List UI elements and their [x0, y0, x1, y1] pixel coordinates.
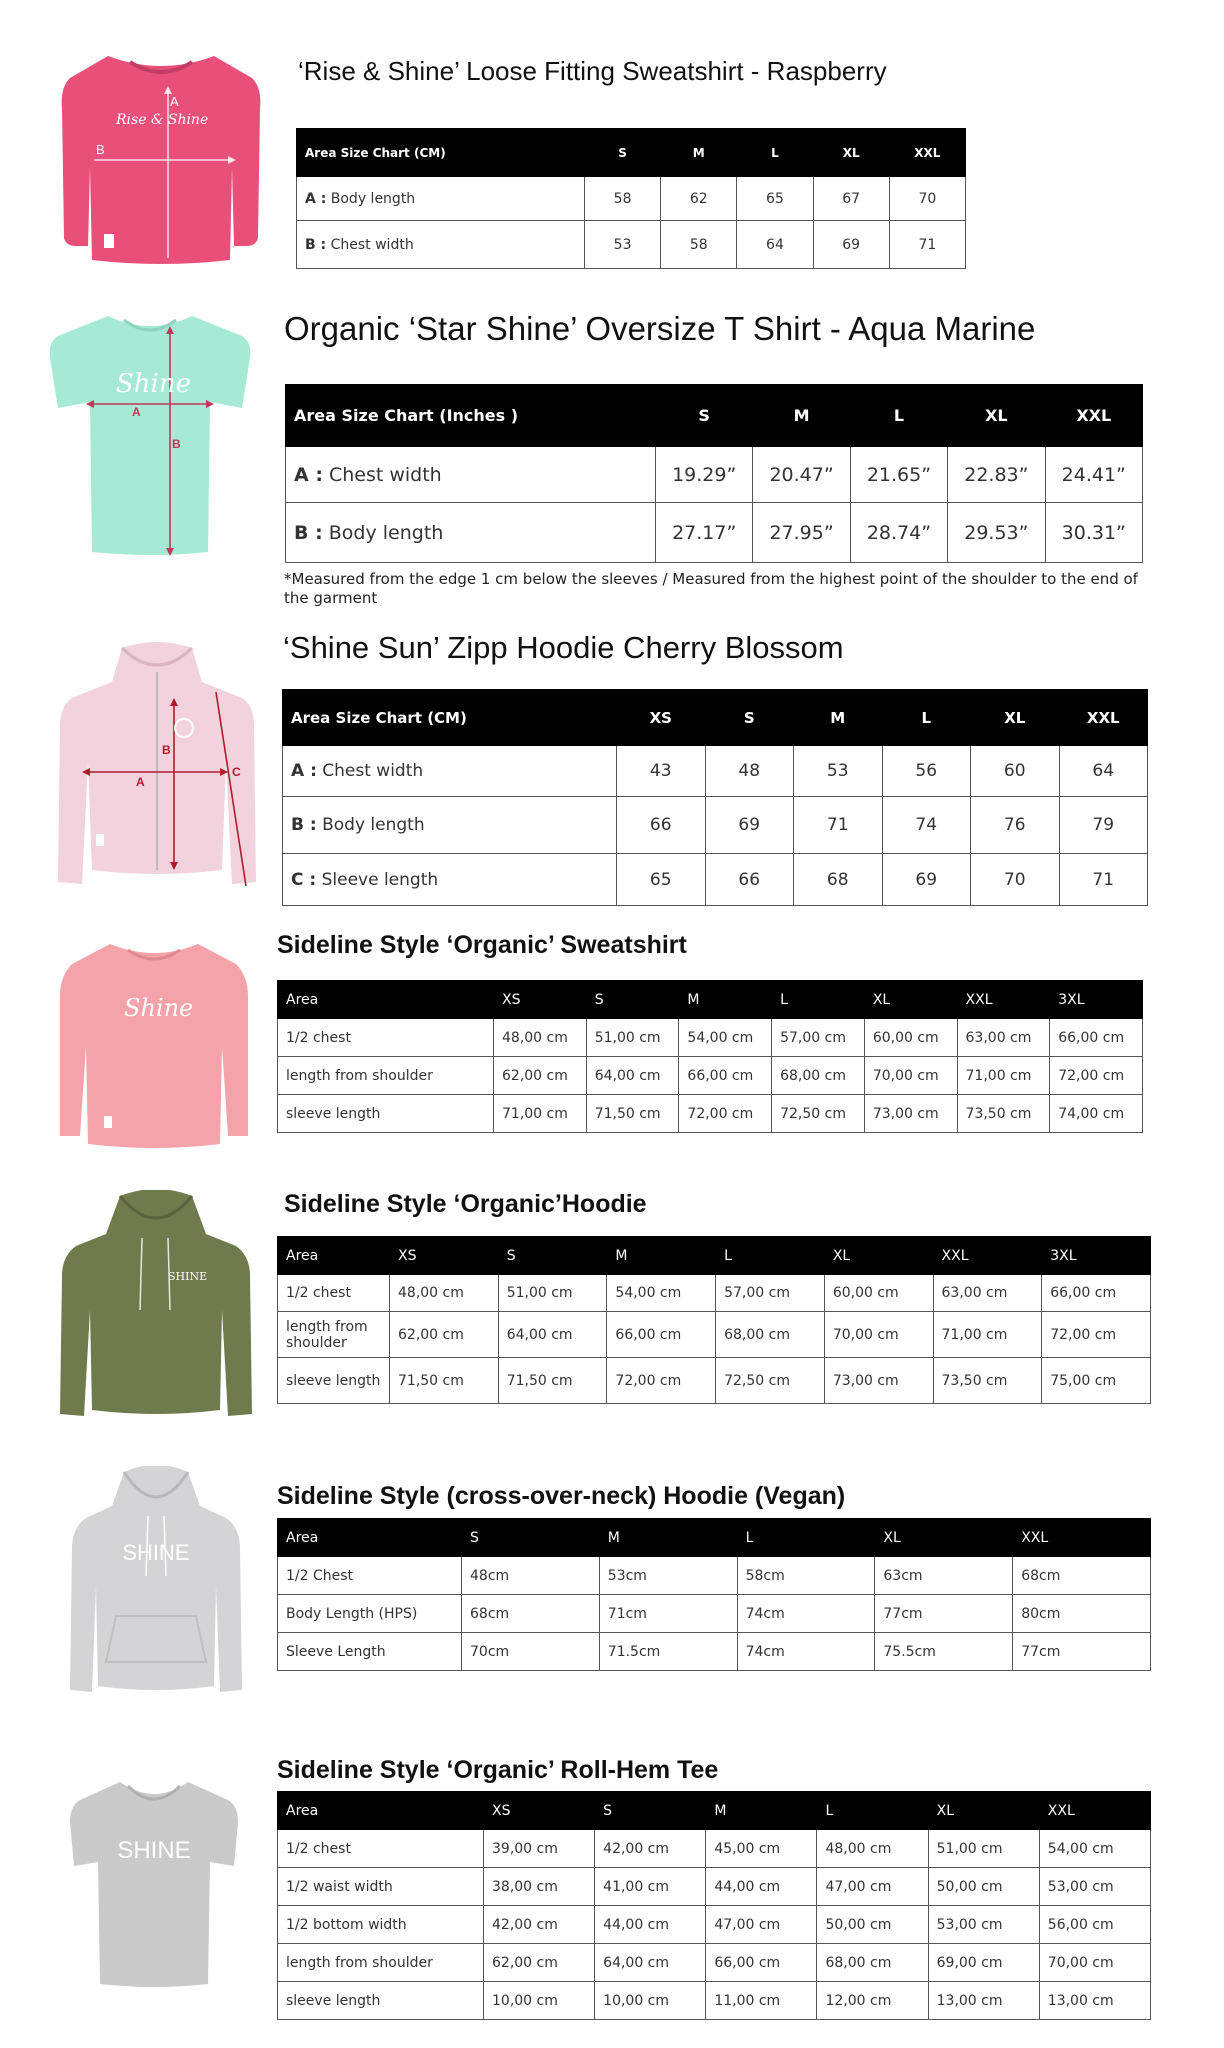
table-header-size: XXL [1013, 1519, 1151, 1557]
table-header-area: Area [278, 1519, 462, 1557]
section-title: Sideline Style ‘Organic’Hoodie [284, 1190, 647, 1218]
size-chart-table [277, 1518, 1151, 1671]
svg-text:SHINE: SHINE [122, 1540, 190, 1565]
table-header-size: XXL [957, 981, 1050, 1019]
svg-text:B: B [172, 437, 181, 451]
table-header-size: XL [864, 981, 957, 1019]
olive-organic-hoodie-image [56, 1190, 256, 1426]
table-header-size: XS [390, 1237, 499, 1275]
svg-text:A: A [132, 405, 141, 419]
table-header-size: S [462, 1519, 600, 1557]
table-row: 1/2 chest 39,00 cm 42,00 cm 45,00 cm 48,00 cm 51,00 cm 54,00 cm [278, 1830, 1151, 1868]
svg-text:Rise & Shine: Rise & Shine [116, 112, 209, 128]
table-header-size: M [599, 1519, 737, 1557]
table-header-size: L [737, 1519, 875, 1557]
pink-organic-sweatshirt-image [54, 936, 254, 1154]
table-header-size: XL [875, 1519, 1013, 1557]
table-row: 1/2 chest 48,00 cm 51,00 cm 54,00 cm 57,00 cm 60,00 cm 63,00 cm 66,00 cm [278, 1275, 1151, 1312]
grey-roll-hem-tee-image [66, 1778, 242, 1992]
section-title: Sideline Style (cross-over-neck) Hoodie (Vegan) [277, 1482, 846, 1510]
svg-text:C: C [232, 765, 241, 779]
table-header-size: 3XL [1050, 981, 1143, 1019]
svg-text:Shine: Shine [116, 369, 192, 399]
table-header-size: M [706, 1792, 817, 1830]
aqua-tee-image [46, 312, 254, 560]
table-row: 1/2 bottom width 42,00 cm 44,00 cm 47,00 cm 50,00 cm 53,00 cm 56,00 cm [278, 1906, 1151, 1944]
table-header-size: XL [928, 1792, 1039, 1830]
table-header-size: L [882, 690, 971, 746]
svg-text:Shine: Shine [124, 994, 194, 1022]
measurement-note: *Measured from the edge 1 cm below the sleeves / Measured from the highest point of the shoulder to the end of the garment [284, 570, 1138, 607]
table-header-size: S [656, 385, 753, 447]
table-row: A : Chest width 19.29” 20.47” 21.65” 22.83” 24.41” [286, 447, 1143, 503]
table-header-area: Area Size Chart (CM) [283, 690, 617, 746]
size-chart-table [277, 1791, 1151, 2020]
table-header-size: XXL [933, 1237, 1042, 1275]
table-header-size: XS [617, 690, 706, 746]
table-row: Sleeve Length 70cm 71.5cm 74cm 75.5cm 77cm [278, 1633, 1151, 1671]
table-header-size: L [817, 1792, 928, 1830]
table-header-size: M [661, 129, 737, 177]
section-title: ‘Rise & Shine’ Loose Fitting Sweatshirt - Raspberry [298, 56, 887, 86]
table-row: B : Body length 27.17” 27.95” 28.74” 29.53” 30.31” [286, 503, 1143, 563]
table-header-size: L [716, 1237, 825, 1275]
svg-text:A: A [170, 94, 179, 109]
table-header-size: S [498, 1237, 607, 1275]
table-row: length from shoulder 62,00 cm 64,00 cm 66,00 cm 68,00 cm 70,00 cm 71,00 cm 72,00 cm [278, 1057, 1143, 1095]
section-title: Sideline Style ‘Organic’ Roll-Hem Tee [277, 1756, 719, 1784]
svg-text:B: B [162, 743, 171, 757]
svg-text:SHINE: SHINE [168, 1270, 208, 1283]
size-chart-table [277, 1236, 1151, 1404]
svg-text:A: A [136, 775, 145, 789]
table-header-size: M [607, 1237, 716, 1275]
table-header-area: Area [278, 1237, 390, 1275]
table-header-size: M [679, 981, 772, 1019]
table-row: Body Length (HPS) 68cm 71cm 74cm 77cm 80cm [278, 1595, 1151, 1633]
table-header-size: XXL [1039, 1792, 1150, 1830]
section-title: Organic ‘Star Shine’ Oversize T Shirt - Aqua Marine [284, 310, 1036, 347]
table-header-size: S [595, 1792, 706, 1830]
table-row: sleeve length 71,00 cm 71,50 cm 72,00 cm 72,50 cm 73,00 cm 73,50 cm 74,00 cm [278, 1095, 1143, 1133]
table-header-size: S [585, 129, 661, 177]
table-header-size: XXL [889, 129, 965, 177]
grey-crossover-hoodie-image [66, 1466, 246, 1702]
table-row: B : Chest width 53 58 64 69 71 [297, 221, 966, 269]
table-header-size: XS [494, 981, 587, 1019]
table-row: length from shoulder 62,00 cm 64,00 cm 66,00 cm 68,00 cm 69,00 cm 70,00 cm [278, 1944, 1151, 1982]
table-header-size: L [772, 981, 865, 1019]
svg-text:B: B [96, 142, 105, 157]
table-header-area: Area [278, 1792, 484, 1830]
table-row: sleeve length 10,00 cm 10,00 cm 11,00 cm 12,00 cm 13,00 cm 13,00 cm [278, 1982, 1151, 2020]
table-header-size: XXL [1059, 690, 1148, 746]
table-row: 1/2 Chest 48cm 53cm 58cm 63cm 68cm [278, 1557, 1151, 1595]
section-title: ‘Shine Sun’ Zipp Hoodie Cherry Blossom [283, 630, 844, 665]
raspberry-sweatshirt-image [56, 48, 266, 270]
table-row: A : Body length 58 62 65 67 70 [297, 177, 966, 221]
svg-text:SHINE: SHINE [117, 1837, 191, 1864]
table-header-size: XS [484, 1792, 595, 1830]
table-row: 1/2 waist width 38,00 cm 41,00 cm 44,00 cm 47,00 cm 50,00 cm 53,00 cm [278, 1868, 1151, 1906]
table-row: length from shoulder 62,00 cm 64,00 cm 66,00 cm 68,00 cm 70,00 cm 71,00 cm 72,00 cm [278, 1312, 1151, 1358]
table-row: C : Sleeve length 65 66 68 69 70 71 [283, 854, 1148, 906]
size-chart-table [277, 980, 1143, 1133]
section-title: Sideline Style ‘Organic’ Sweatshirt [277, 931, 687, 959]
table-header-area: Area Size Chart (CM) [297, 129, 585, 177]
table-row: B : Body length 66 69 71 74 76 79 [283, 797, 1148, 854]
table-row: A : Chest width 43 48 53 56 60 64 [283, 746, 1148, 797]
table-row: 1/2 chest 48,00 cm 51,00 cm 54,00 cm 57,00 cm 60,00 cm 63,00 cm 66,00 cm [278, 1019, 1143, 1057]
table-header-area: Area Size Chart (Inches ) [286, 385, 656, 447]
table-header-size: 3XL [1042, 1237, 1151, 1275]
table-header-size: L [850, 385, 947, 447]
table-header-area: Area [278, 981, 494, 1019]
table-header-size: XL [948, 385, 1045, 447]
table-row: sleeve length 71,50 cm 71,50 cm 72,00 cm 72,50 cm 73,00 cm 73,50 cm 75,00 cm [278, 1358, 1151, 1404]
table-header-size: M [753, 385, 850, 447]
size-chart-table [282, 689, 1148, 906]
size-chart-table [296, 128, 966, 269]
table-header-size: XL [824, 1237, 933, 1275]
size-chart-table [285, 384, 1143, 563]
table-header-size: S [705, 690, 794, 746]
table-header-size: XL [813, 129, 889, 177]
cherry-zip-hoodie-image [52, 642, 262, 900]
table-header-size: XXL [1045, 385, 1142, 447]
table-header-size: L [737, 129, 813, 177]
table-header-size: S [586, 981, 679, 1019]
table-header-size: M [794, 690, 883, 746]
table-header-size: XL [971, 690, 1060, 746]
